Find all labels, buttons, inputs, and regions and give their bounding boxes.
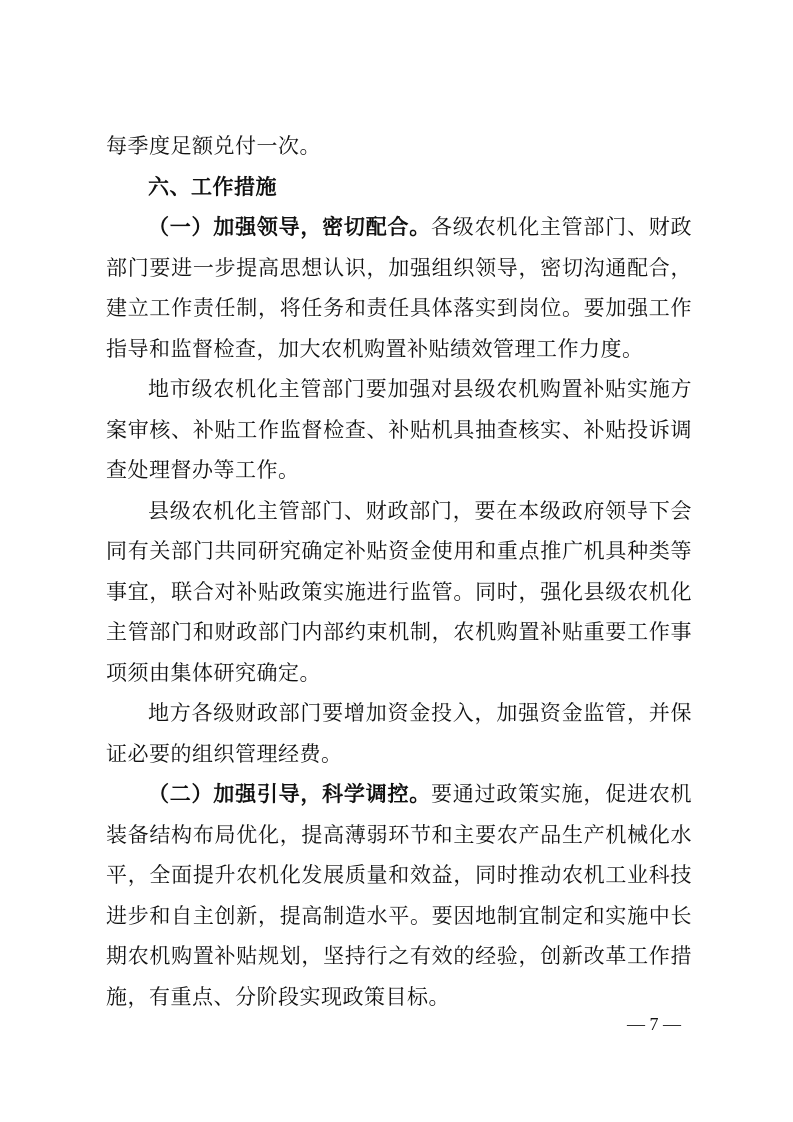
paragraph-text: 每季度足额兑付一次。 (106, 134, 321, 158)
paragraph-city-level (106, 369, 692, 491)
paragraph-finance (106, 693, 692, 774)
section-heading (106, 167, 692, 208)
paragraph-lead-text: （二）加强引导，科学调控。 (148, 781, 432, 806)
document-body (106, 126, 692, 1017)
paragraph-text: 要通过政策实施，促进农机装备结构布局优化，提高薄弱环节和主要农产品生产机械化水平，全面提升农机化发展质量和效益，同时推动农机工业科技进步和自主创新，提高制造水平。要因地制宜制定和实施中长期农机购置补贴规划，坚持行之有效的经验，创新改革工作措施，有重点、分阶段实现政策目标。 (106, 782, 693, 1009)
paragraph-text: 地方各级财政部门要增加资金投入，加强资金监管，并保证必要的组织管理经费。 (106, 701, 692, 766)
paragraph-continuation (106, 126, 692, 167)
paragraph-guidance (106, 774, 692, 1017)
section-heading-text: 六、工作措施 (148, 174, 277, 199)
paragraph-text: 地市级农机化主管部门要加强对县级农机购置补贴实施方案审核、补贴工作监督检查、补贴机具抽查核实、补贴投诉调查处理督办等工作。 (106, 377, 692, 482)
paragraph-leadership (106, 207, 692, 369)
paragraph-text: 县级农机化主管部门、财政部门，要在本级政府领导下会同有关部门共同研究确定补贴资金使用和重点推广机具种类等事宜，联合对补贴政策实施进行监管。同时，强化县级农机化主管部门和财政部门内部约束机制，农机购置补贴重要工作事项须由集体研究确定。 (106, 498, 692, 685)
paragraph-text: 各级农机化主管部门、财政部门要进一步提高思想认识，加强组织领导，密切沟通配合，建立工作责任制，将任务和责任具体落实到岗位。要加强工作指导和监督检查，加大农机购置补贴绩效管理工作力度。 (106, 215, 693, 361)
page-number: — 7 — (627, 1014, 681, 1034)
paragraph-lead-text: （一）加强领导，密切配合。 (148, 214, 432, 239)
paragraph-county-level (106, 491, 692, 694)
